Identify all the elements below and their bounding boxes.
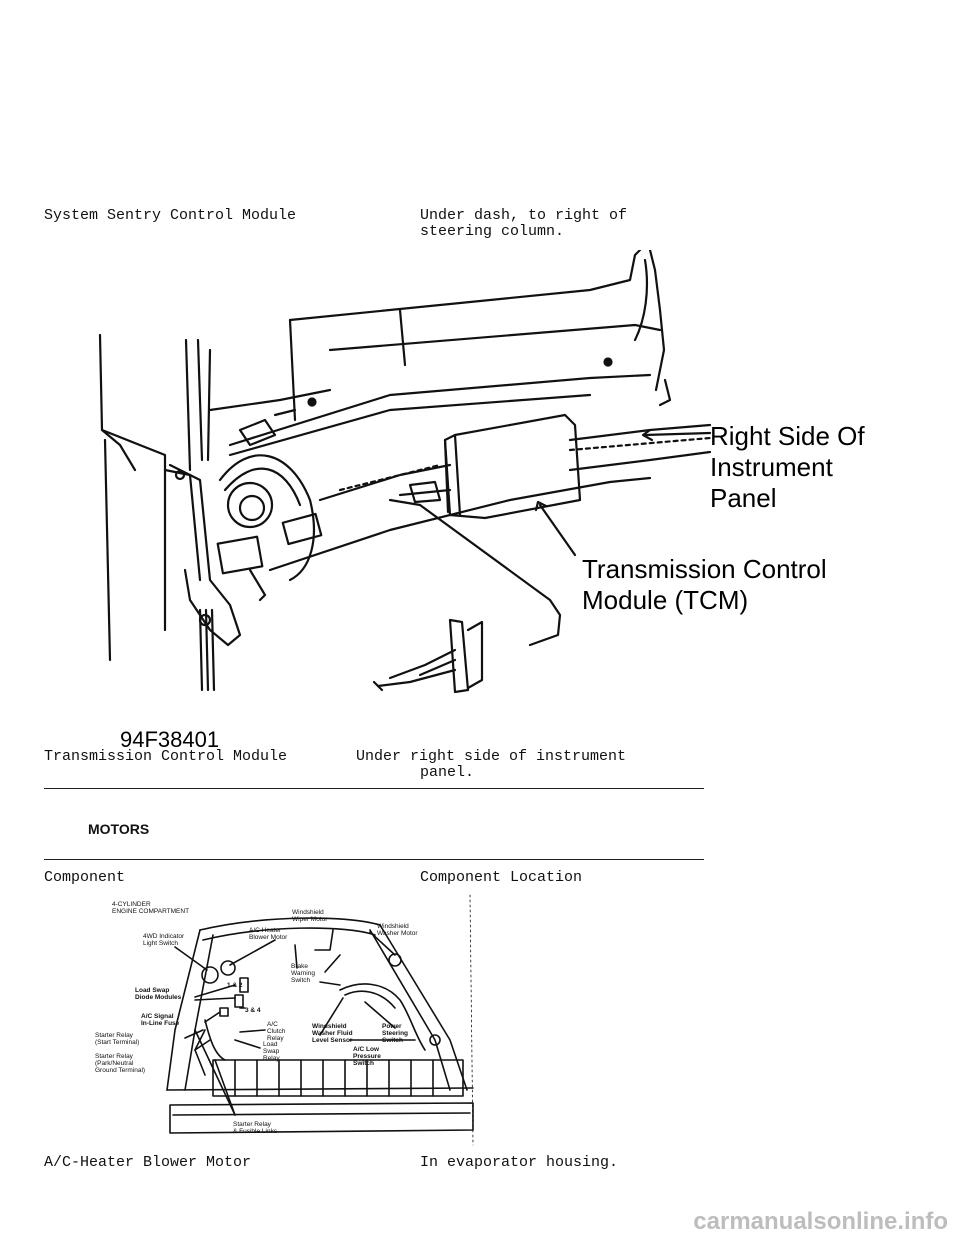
divider: [44, 788, 704, 789]
component-location: In evaporator housing.: [420, 1154, 619, 1171]
label-brake-warning: Brake: [291, 963, 308, 970]
callout-tcm-1: Transmission Control: [582, 554, 827, 584]
label-ac-low-pressure: Switch: [353, 1060, 374, 1067]
label-diode-modules: Load Swap: [135, 987, 170, 994]
divider: [44, 859, 704, 860]
component-name: System Sentry Control Module: [44, 207, 297, 224]
label-fusible-links: Starter Relay: [233, 1121, 271, 1128]
component-location-cont: panel.: [420, 764, 475, 781]
label-washer-fluid-sensor: Level Sensor: [312, 1037, 353, 1044]
label-load-swap-relay: Relay: [263, 1055, 280, 1062]
label-load-swap-relay: Load: [263, 1041, 278, 1048]
label-washer-motor: Washer Motor: [377, 930, 418, 937]
label-engine: ENGINE COMPARTMENT: [112, 908, 190, 915]
label-starter-relay-park: Ground Terminal): [95, 1067, 146, 1074]
callout-right-side-panel-1: Right Side Of: [710, 421, 865, 451]
label-load-swap-relay: Swap: [263, 1048, 280, 1055]
label-brake-warning: Warning: [291, 970, 315, 977]
column-header-component: Component: [44, 869, 126, 886]
section-title: MOTORS: [88, 821, 150, 837]
label-wiper-motor: Wiper Motor: [292, 916, 328, 923]
callout-tcm-2: Module (TCM): [582, 585, 749, 615]
label-ac-low-pressure: Pressure: [353, 1053, 381, 1060]
label-fusible-links: & Fusible Links: [233, 1128, 278, 1135]
label-4wd-indicator: Light Switch: [143, 940, 179, 947]
label-num-1-2: 1 & 2: [227, 982, 243, 989]
callout-right-side-panel-2: Instrument: [710, 452, 833, 482]
label-diode-modules: Diode Modules: [135, 994, 182, 1001]
watermark: carmanualsonline.info: [693, 1208, 948, 1235]
figure-id: 94F38401: [120, 727, 220, 750]
label-power-steering-switch: Switch: [382, 1037, 403, 1044]
component-name: A/C-Heater Blower Motor: [44, 1154, 252, 1171]
label-starter-relay-start: Starter Relay: [95, 1032, 133, 1039]
label-washer-fluid-sensor: Washer Fluid: [312, 1030, 353, 1037]
label-ac-clutch-relay: A/C: [267, 1021, 278, 1028]
label-ac-low-pressure: A/C Low: [353, 1046, 379, 1053]
label-num-3-4: 3 & 4: [245, 1007, 261, 1014]
label-ac-signal-fuse: In-Line Fuse: [141, 1020, 180, 1027]
label-blower-motor: A/C Heater: [249, 927, 282, 934]
label-starter-relay-park: (Park/Neutral: [95, 1060, 134, 1067]
label-starter-relay-park: Starter Relay: [95, 1053, 133, 1060]
component-name: Transmission Control Module: [44, 748, 288, 765]
label-engine: 4-CYLINDER: [112, 901, 151, 908]
engine-compartment-figure: [95, 890, 480, 1155]
component-location: Under right side of instrument: [356, 748, 627, 765]
label-ac-clutch-relay: Relay: [267, 1035, 284, 1042]
label-power-steering-switch: Power: [382, 1023, 402, 1030]
label-4wd-indicator: 4WD Indicator: [143, 933, 185, 940]
label-washer-motor: Windshield: [377, 923, 409, 930]
column-header-location: Component Location: [420, 869, 583, 886]
label-ac-clutch-relay: Clutch: [267, 1028, 286, 1035]
tcm-location-figure: [90, 250, 920, 750]
label-starter-relay-start: (Start Terminal): [95, 1039, 140, 1046]
label-washer-fluid-sensor: Windshield: [312, 1023, 347, 1030]
label-power-steering-switch: Steering: [382, 1030, 409, 1037]
label-brake-warning: Switch: [291, 977, 311, 984]
component-location-cont: steering column.: [420, 223, 565, 240]
label-blower-motor: Blower Motor: [249, 934, 288, 941]
label-wiper-motor: Windshield: [292, 909, 324, 916]
label-ac-signal-fuse: A/C Signal: [141, 1013, 174, 1020]
component-location: Under dash, to right of: [420, 207, 628, 224]
callout-right-side-panel-3: Panel: [710, 483, 777, 513]
